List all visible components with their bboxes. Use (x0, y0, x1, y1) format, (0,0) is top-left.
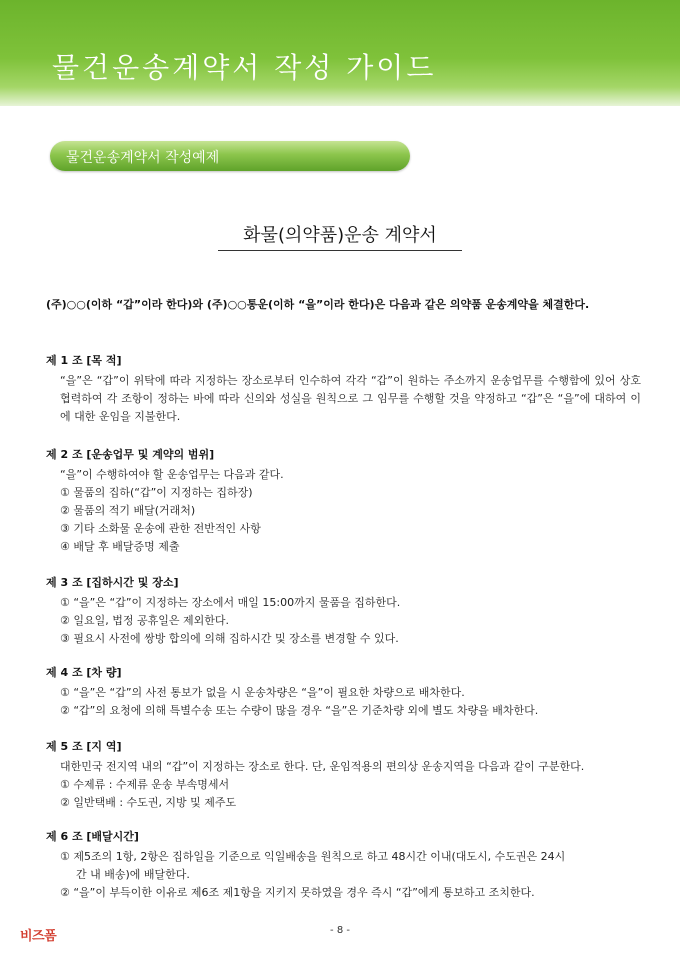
article-line: ④ 배달 후 배달증명 제출 (60, 540, 180, 553)
article-1 (46, 352, 641, 426)
article-6 (46, 828, 641, 902)
article-line: ① “을”은 “갑”이 지정하는 장소에서 매일 15:00까지 물품을 집하한다. (60, 596, 401, 609)
article-line: ③ 기타 소화물 운송에 관한 전반적인 사항 (60, 522, 261, 535)
article-line: ① 제5조의 1항, 2항은 집하일을 기준으로 익일배송을 원칙으로 하고 48시간 이내(대도시, 수도권은 24시 (60, 850, 566, 863)
article-heading: 제 4 조 [차 량] (46, 666, 122, 679)
title-underline (218, 250, 462, 251)
article-heading: 제 5 조 [지 역] (46, 740, 122, 753)
logo-wordmark: 비즈폼 (20, 929, 57, 944)
article-heading: 제 3 조 [집하시간 및 장소] (46, 576, 179, 589)
article-heading: 제 1 조 [목 적] (46, 354, 122, 367)
article-line: ② 일요일, 법정 공휴일은 제외한다. (60, 614, 229, 627)
article-5 (46, 738, 641, 812)
document-title: 화물(의약품)운송 계약서 (243, 225, 437, 246)
section-heading-label: 물건운송계약서 작성예제 (66, 150, 220, 166)
article-2 (46, 446, 641, 556)
article-line: ③ 필요시 사전에 쌍방 합의에 의해 집하시간 및 장소를 변경할 수 있다. (60, 632, 399, 645)
contract-intro: (주)○○(이하 “갑”이라 한다)와 (주)○○통운(이하 “을”이라 한다)은 다음과 같은 의약품 운송계약을 체결한다. (46, 298, 590, 311)
article-line: ② “을”이 부득이한 이유로 제6조 제1항을 지키지 못하였을 경우 즉시 “갑”에게 통보하고 조치한다. (60, 886, 535, 899)
article-line: ② 물품의 적기 배달(거래처) (60, 504, 196, 517)
header-title: 물건운송계약서 작성 가이드 (52, 51, 437, 84)
article-line: ① 수제류 : 수제류 운송 부속명세서 (60, 778, 230, 791)
article-heading: 제 6 조 [배달시간] (46, 830, 139, 843)
article-paragraph: “을”은 “갑”이 위탁에 따라 지정하는 장소로부터 인수하여 각각 “갑”이 원하는 주소까지 운송업무를 수행함에 있어 상호 협력하여 각 조항이 정하는 바에 따라 신의와 성실을 원칙으로 그 임무를 수행할 것을 약정하고 “갑”은 “을”에 대하여 이에 대한 운임을 지불한다. (60, 374, 641, 423)
page-number: - 8 - (330, 925, 350, 936)
article-line: ② “갑”의 요청에 의해 특별수송 또는 수량이 많을 경우 “을”은 기준차량 외에 별도 차량을 배차한다. (60, 704, 539, 717)
header-band (0, 0, 680, 106)
article-line: 대한민국 전지역 내의 “갑”이 지정하는 장소로 한다. 단, 운임적용의 편의상 운송지역을 다음과 같이 구분한다. (60, 760, 585, 773)
article-line: “을”이 수행하여야 할 운송업무는 다음과 같다. (60, 468, 284, 481)
article-line: ① 물품의 집하(“갑”이 지정하는 집하장) (60, 486, 253, 499)
article-line: 간 내 배송)에 배달한다. (76, 868, 190, 881)
article-4 (46, 664, 641, 720)
article-3 (46, 574, 641, 648)
article-line: ② 일반택배 : 수도권, 지방 및 제주도 (60, 796, 237, 809)
section-heading-pill (50, 141, 410, 171)
article-line: ① “을”은 “갑”의 사전 통보가 없을 시 운송차량은 “을”이 필요한 차량으로 배차한다. (60, 686, 465, 699)
article-heading: 제 2 조 [운송업무 및 계약의 범위] (46, 448, 215, 461)
